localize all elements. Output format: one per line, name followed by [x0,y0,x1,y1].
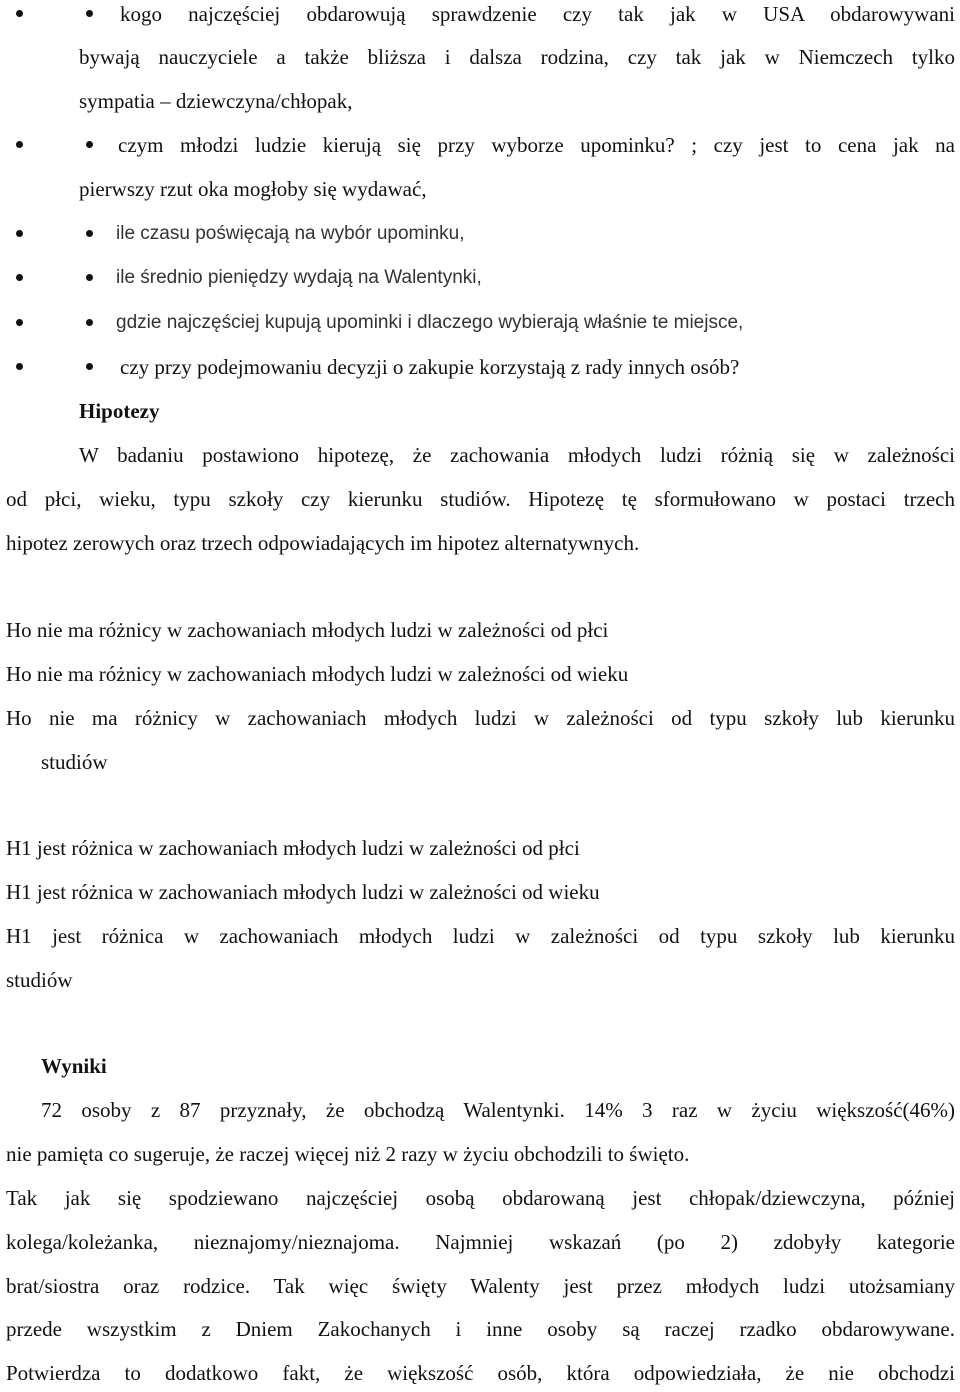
bullet-line [6,264,955,292]
bullet-icon [86,274,93,281]
hypothesis-h1: H1 jest różnica w zachowaniach młodych ludzi w zależności od typu szkoły lub kierunku [6,924,955,948]
bullet-text: gdzie najczęściej kupują upominki i dlaczego wybierają właśnie te miejsce, [116,312,744,333]
bullet-line [6,131,955,159]
bullet-text: bywają nauczyciele a także bliższa i dalsza rodzina, czy tak jak w Niemczech tylko [79,45,955,69]
hypothesis-h1: H1 jest różnica w zachowaniach młodych ludzi w zależności od płci [6,836,580,860]
hypothesis-h0: Ho nie ma różnicy w zachowaniach młodych ludzi w zależności od wieku [6,662,629,686]
paragraph-line: od płci, wieku, typu szkoły czy kierunku studiów. Hipotezę tę sformułowano w postaci trzech [6,487,955,511]
bullet-icon [86,230,93,237]
bullet-icon [16,141,23,148]
bullet-icon [86,363,93,370]
paragraph-line: nie pamięta co sugeruje, że raczej więcej niż 2 razy w życiu obchodzili to święto. [6,1142,690,1166]
hypothesis-h0: Ho nie ma różnicy w zachowaniach młodych ludzi w zależności od typu szkoły lub kierunku [6,706,955,730]
bullet-line [6,0,955,28]
paragraph-line: Tak jak się spodziewano najczęściej osobą obdarowaną jest chłopak/dziewczyna, później [6,1186,955,1210]
bullet-icon [16,10,23,17]
bullet-text: czym młodzi ludzie kierują się przy wyborze upominku? ; czy jest to cena jak na [118,133,955,157]
bullet-icon [86,319,93,326]
bullet-line [6,309,955,337]
bullet-icon [86,141,93,148]
bullet-text: kogo najczęściej obdarowują sprawdzenie czy tak jak w USA obdarowywani [120,2,955,26]
bullet-line [6,220,955,248]
paragraph-line: Potwierdza to dodatkowo fakt, że większość osób, która odpowiedziała, że nie obchodzi [6,1361,955,1385]
bullet-text: ile średnio pieniędzy wydają na Walentynki, [116,267,482,288]
hypothesis-h0: Ho nie ma różnicy w zachowaniach młodych ludzi w zależności od płci [6,618,609,642]
hypothesis-h1-cont: studiów [6,968,73,992]
hypothesis-h1: H1 jest różnica w zachowaniach młodych ludzi w zależności od wieku [6,880,600,904]
paragraph-line: W badaniu postawiono hipotezę, że zachowania młodych ludzi różnią się w zależności [79,443,955,467]
bullet-icon [16,230,23,237]
bullet-text: pierwszy rzut oka mogłoby się wydawać, [79,177,427,201]
bullet-icon [16,363,23,370]
section-heading-wyniki: Wyniki [41,1054,107,1078]
paragraph-line: brat/siostra oraz rodzice. Tak więc święty Walenty jest przez młodych ludzi utożsamiany [6,1274,955,1298]
bullet-icon [16,319,23,326]
bullet-line [6,353,955,381]
paragraph-line: przede wszystkim z Dniem Zakochanych i inne osoby są raczej rzadko obdarowywane. [6,1317,955,1341]
paragraph-line: hipotez zerowych oraz trzech odpowiadających im hipotez alternatywnych. [6,531,640,555]
bullet-text: ile czasu poświęcają na wybór upominku, [116,223,465,244]
bullet-text: sympatia – dziewczyna/chłopak, [79,89,353,113]
section-heading-hipotezy: Hipotezy [79,399,160,423]
hypothesis-h0-cont: studiów [41,750,108,774]
bullet-icon [16,274,23,281]
bullet-icon [86,10,93,17]
paragraph-line: 72 osoby z 87 przyznały, że obchodzą Walentynki. 14% 3 raz w życiu większość(46%) [41,1098,955,1122]
paragraph-line: kolega/koleżanka, nieznajomy/nieznajoma. Najmniej wskazań (po 2) zdobyły kategorie [6,1230,955,1254]
bullet-text: czy przy podejmowaniu decyzji o zakupie korzystają z rady innych osób? [120,355,740,379]
